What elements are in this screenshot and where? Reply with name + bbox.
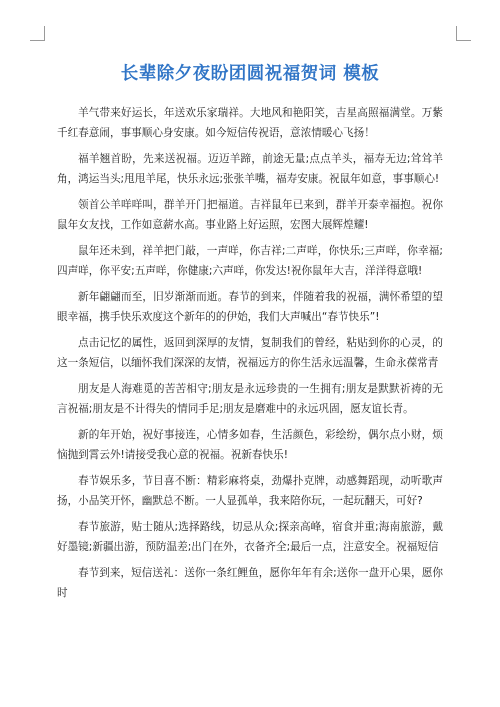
paragraph: 羊气带来好运长，年送欢乐家瑞祥。大地风和艳阳笑，吉星高照福满堂。万紫千红春意闹，事事顺心身安康。如今短信传祝语，意浓情暖心飞扬！ bbox=[57, 107, 443, 139]
document-page bbox=[57, 62, 443, 609]
paragraph: 新的年开始，祝好事接连，心情多如春，生活颜色，彩绘纷，偶尔点小财，烦恼抛到霄云外!请接受我心意的祝福。祝新春快乐! bbox=[57, 429, 443, 461]
paragraph: 春节旅游，贴士随从;选择路线，切忌从众;探亲高峰，宿食并重;海南旅游，戴好墨镜;新疆出游，预防温差;出门在外，衣备齐全;最后一点，注意安全。祝福短信 bbox=[57, 521, 443, 553]
paragraph: 春节娱乐多，节目喜不断：精彩麻将桌，劲爆扑克牌，动感舞蹈现，动听歌声扬，小品笑开怀，幽默总不断。一人显孤单，我来陪你玩，一起玩翻天，可好? bbox=[57, 475, 443, 507]
document-body bbox=[57, 103, 443, 603]
paragraph: 鼠年还未到，祥羊把门敲，一声咩，你吉祥;二声咩，你快乐;三声咩，你幸福;四声咩，你平安;五声咩，你健康;六声咩，你发达!祝你鼠年大吉，洋洋得意哦! bbox=[57, 245, 443, 277]
paragraph: 春节到来，短信送礼：送你一条红鲤鱼，愿你年年有余;送你一盘开心果，愿你时 bbox=[57, 567, 443, 599]
paragraph: 领首公羊咩咩叫，群羊开门把福道。吉祥鼠年已来到，群羊开泰幸福抱。祝你鼠年女友找，工作如意薪水高。事业路上好运照，宏图大展辉煌耀! bbox=[57, 199, 443, 231]
document-title: 长辈除夕夜盼团圆祝福贺词 模板 bbox=[120, 64, 380, 84]
crop-mark-top-right bbox=[456, 26, 471, 41]
crop-mark-top-left bbox=[30, 26, 45, 41]
paragraph: 朋友是人海难觅的苦苦相守;朋友是永远珍贵的一生拥有;朋友是默默祈祷的无言祝福;朋友是不计得失的情同手足;朋友是磨难中的永远巩固，愿友谊长青。 bbox=[57, 383, 443, 415]
paragraph: 新年翩翩而至，旧岁渐渐而逝。春节的到来，伴随着我的祝福，满怀希望的望眼幸福，携手快乐欢度这个新年的的伊始，我们大声喊出“春节快乐”! bbox=[57, 291, 443, 323]
paragraph: 点击记忆的属性，返回到深厚的友情，复制我们的曾经，粘贴到你的心灵，的这一条短信，以缅怀我们深深的友情，祝福远方的你生活永远温馨，生命永葆常青 bbox=[57, 337, 443, 369]
paragraph: 福羊翘首盼，先来送祝福。迈迈羊蹄，前途无量;点点羊头，福寿无边;耸耸羊角，鸿运当头;甩甩羊尾，快乐永远;张张羊嘴，福寿安康。祝鼠年如意，事事顺心! bbox=[57, 153, 443, 185]
